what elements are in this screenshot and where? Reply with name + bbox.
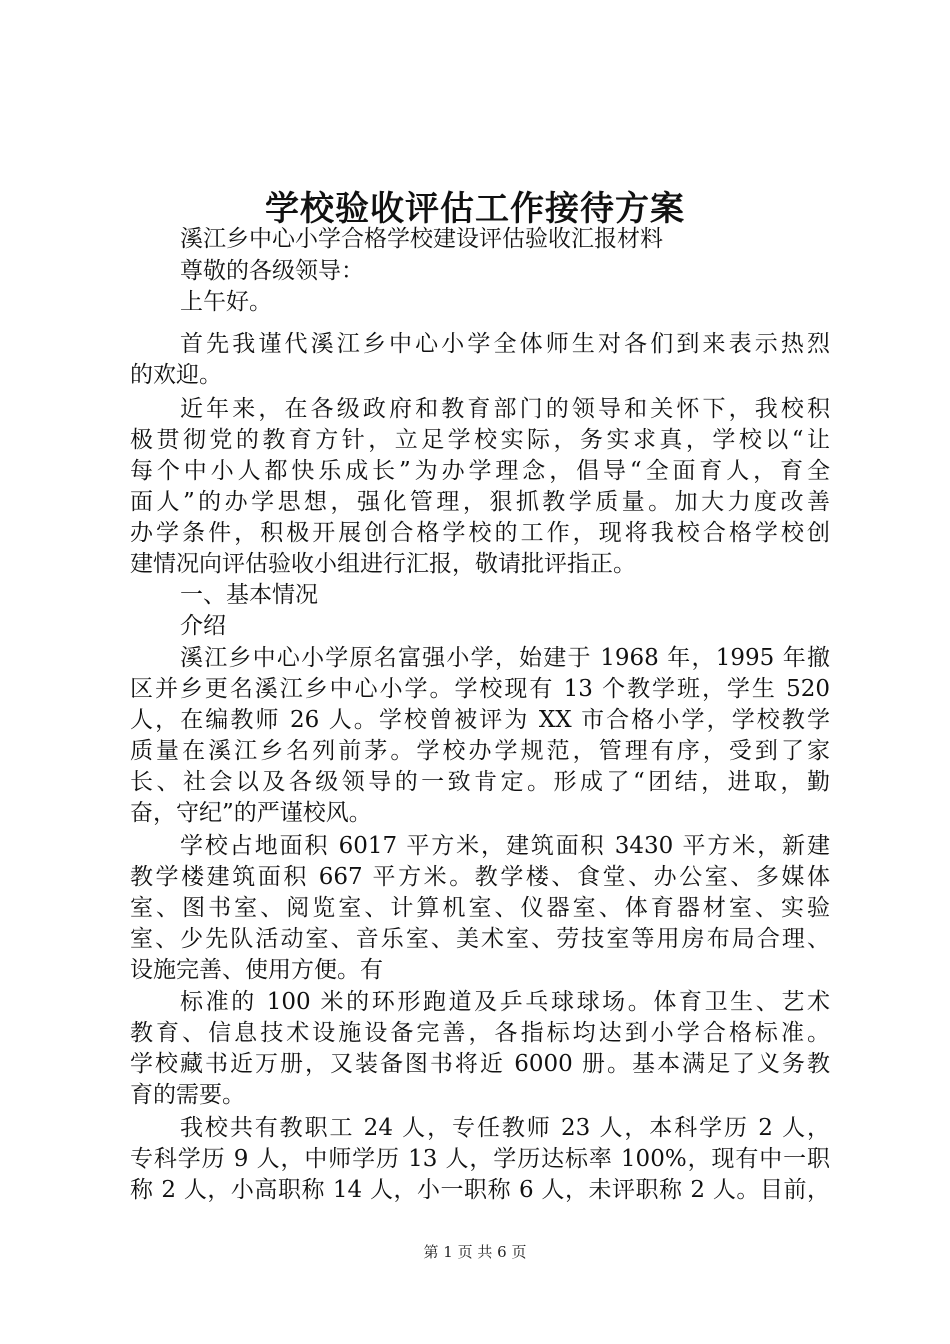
body-line: 专科学历 9 人，中师学历 13 人，学历达标率 100%，现有中一职 — [130, 1146, 830, 1172]
body-line: 学校占地面积 6017 平方米，建筑面积 3430 平方米，新建 — [180, 833, 830, 859]
page-footer: 第 1 页 共 6 页 — [423, 1243, 527, 1261]
body-line: 奋，守纪”的严谨校风。 — [130, 800, 372, 826]
body-line: 我校共有教职工 24 人，专任教师 23 人，本科学历 2 人， — [180, 1115, 830, 1141]
body-line: 人，在编教师 26 人。学校曾被评为 XX 市合格小学，学校教学 — [130, 707, 830, 733]
body-line: 区并乡更名溪江乡中心小学。学校现有 13 个教学班，学生 520 — [130, 676, 830, 702]
body-line: 标准的 100 米的环形跑道及乒乓球球场。体育卫生、艺术 — [180, 989, 830, 1015]
body-line: 教学楼建筑面积 667 平方米。教学楼、食堂、办公室、多媒体 — [130, 864, 830, 890]
body-line: 面人”的办学思想，强化管理，狠抓教学质量。加大力度改善 — [130, 489, 830, 515]
body-line: 溪江乡中心小学原名富强小学，始建于 1968 年，1995 年撤 — [180, 645, 830, 671]
body-line: 的欢迎。 — [130, 362, 222, 388]
body-line: 质量在溪江乡名列前茅。学校办学规范，管理有序，受到了家 — [130, 738, 830, 764]
body-line: 近年来，在各级政府和教育部门的领导和关怀下，我校积 — [180, 396, 830, 422]
body-line: 育的需要。 — [130, 1082, 245, 1108]
body-line: 教育、信息技术设施设备完善，各指标均达到小学合格标准。 — [130, 1020, 830, 1046]
body-line: 极贯彻党的教育方针，立足学校实际，务实求真，学校以“让 — [130, 427, 830, 453]
body-line: 长、社会以及各级领导的一致肯定。形成了“团结，进取，勤 — [130, 769, 830, 795]
section-heading: 一、基本情况 — [180, 582, 318, 608]
body-line: 设施完善、使用方便。有 — [130, 957, 383, 983]
body-line: 上午好。 — [180, 289, 272, 315]
body-line: 办学条件，积极开展创合格学校的工作，现将我校合格学校创 — [130, 520, 830, 546]
section-heading: 介绍 — [180, 613, 226, 639]
body-line: 溪江乡中心小学合格学校建设评估验收汇报材料 — [180, 226, 663, 252]
body-line: 建情况向评估验收小组进行汇报，敬请批评指正。 — [130, 551, 636, 577]
body-line: 每个中小人都快乐成长”为办学理念，倡导“全面育人，育全 — [130, 458, 830, 484]
body-line: 尊敬的各级领导： — [180, 258, 364, 284]
body-line: 室、少先队活动室、音乐室、美术室、劳技室等用房布局合理、 — [130, 926, 830, 952]
body-line: 称 2 人，小高职称 14 人，小一职称 6 人，未评职称 2 人。目前， — [130, 1177, 830, 1203]
document-title: 学校验收评估工作接待方案 — [265, 189, 685, 229]
body-line: 学校藏书近万册，又装备图书将近 6000 册。基本满足了义务教 — [130, 1051, 830, 1077]
body-line: 室、图书室、阅览室、计算机室、仪器室、体育器材室、实验 — [130, 895, 830, 921]
body-line: 首先我谨代溪江乡中心小学全体师生对各们到来表示热烈 — [180, 331, 830, 357]
